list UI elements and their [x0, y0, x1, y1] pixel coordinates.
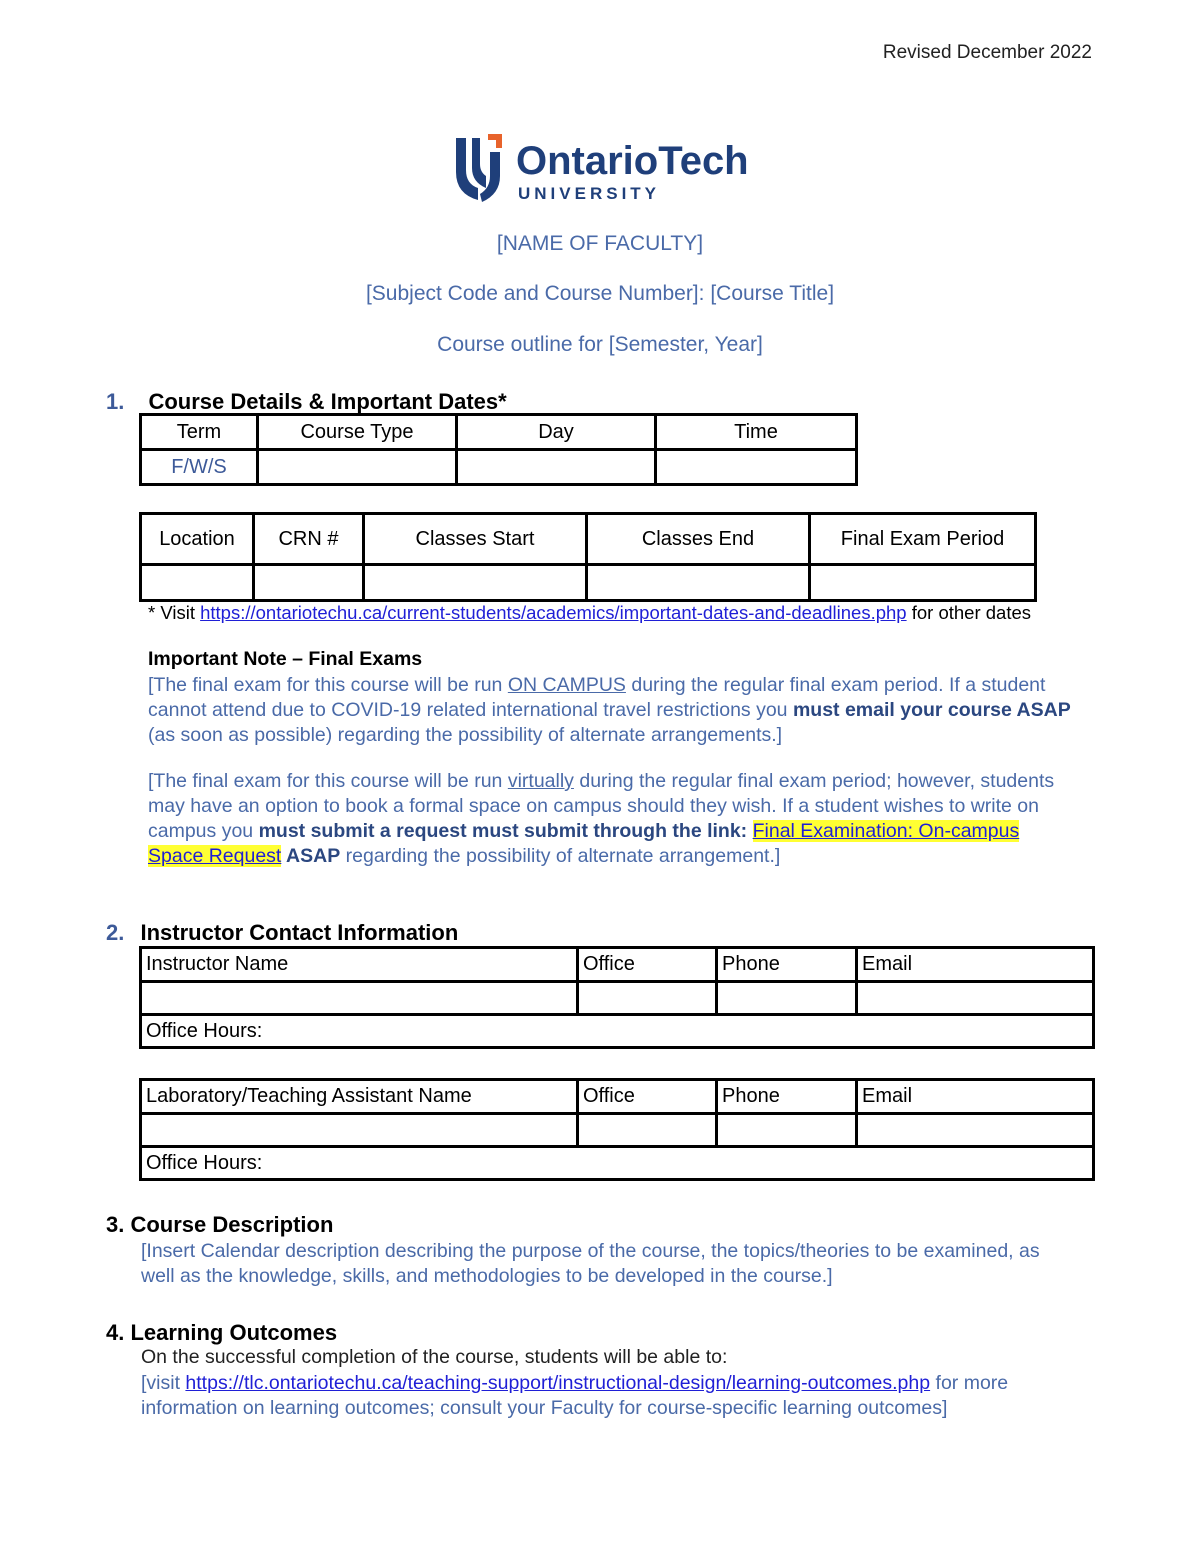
p1-bold: must email your course ASAP — [792, 699, 1071, 721]
header-final-exam-period: Final Exam Period — [810, 514, 1036, 565]
header-time: Time — [656, 415, 857, 450]
cell-instructor-name[interactable] — [141, 982, 578, 1015]
lo-suffix: for more information on learning outcomes; consult your Faculty for course-specific learning outcomes] — [141, 1372, 1009, 1419]
cell-phone[interactable] — [717, 982, 857, 1015]
course-details-table — [139, 413, 858, 486]
p1-text-c: (as soon as possible) regarding the possibility of alternate arrangements.] — [148, 724, 783, 746]
section-number: 2. — [106, 920, 125, 945]
course-outline-term: Course outline for [Semester, Year] — [437, 333, 763, 356]
section-2-heading — [106, 920, 458, 946]
course-title: [Subject Code and Course Number]: [Course Title] — [365, 282, 835, 305]
header-office: Office — [578, 948, 717, 982]
cell-ta-name[interactable] — [141, 1114, 578, 1147]
university-logo — [450, 132, 750, 206]
logo-text-university: UNIVERSITY — [518, 184, 661, 203]
p2-virtually: virtually — [507, 770, 574, 792]
important-dates-link[interactable]: https://ontariotechu.ca/current-students/academics/important-dates-and-deadlines.php — [200, 602, 907, 623]
section-title: Course Details & Important Dates* — [148, 389, 507, 414]
final-exam-paragraph-virtual — [148, 769, 1078, 869]
header-crn: CRN # — [254, 514, 364, 565]
header-classes-end: Classes End — [587, 514, 810, 565]
dates-note — [148, 602, 1031, 624]
cell-office[interactable] — [578, 1114, 717, 1147]
cell-classes-end[interactable] — [587, 565, 810, 601]
header-course-type: Course Type — [258, 415, 457, 450]
cell-email[interactable] — [857, 1114, 1094, 1147]
space-request-link[interactable]: Final Examination: On-campus Space Request — [148, 820, 1020, 867]
learning-outcomes-intro: On the successful completion of the course, students will be able to: — [141, 1346, 728, 1368]
final-exam-paragraph-campus — [148, 673, 1078, 748]
p2-bold: must submit a request must submit through the link: — [258, 820, 753, 842]
faculty-name: [NAME OF FACULTY] — [496, 232, 704, 255]
header-instructor-name: Instructor Name — [141, 948, 578, 982]
header-ta-name: Laboratory/Teaching Assistant Name — [141, 1080, 578, 1114]
header-classes-start: Classes Start — [364, 514, 587, 565]
section-number: 1. — [106, 389, 125, 414]
note-prefix: * Visit — [148, 602, 201, 623]
cell-email[interactable] — [857, 982, 1094, 1015]
header-phone: Phone — [717, 1080, 857, 1114]
p2-text-a: [The final exam for this course will be run — [148, 770, 508, 792]
logo-text-ontario: OntarioTech — [516, 139, 749, 183]
p1-on-campus: ON CAMPUS — [507, 674, 626, 696]
section-4-heading: 4. Learning Outcomes — [106, 1320, 338, 1345]
header-email: Email — [857, 948, 1094, 982]
office-hours[interactable]: Office Hours: — [141, 1147, 1094, 1180]
learning-outcomes-link[interactable]: https://tlc.ontariotechu.ca/teaching-support/instructional-design/learning-outcomes.php — [185, 1372, 931, 1394]
p2-text-b: during the regular final exam period; however, students may have an option to book a formal space on campus should they wish. If a student wishes to write on campus you — [148, 770, 1055, 842]
header-location: Location — [141, 514, 254, 565]
ontario-tech-logo-icon — [450, 132, 750, 206]
section-title: Instructor Contact Information — [140, 920, 459, 945]
header-office: Office — [578, 1080, 717, 1114]
cell-time[interactable] — [656, 450, 857, 485]
cell-classes-start[interactable] — [364, 565, 587, 601]
header-email: Email — [857, 1080, 1094, 1114]
p1-text-a: [The final exam for this course will be run — [148, 674, 508, 696]
p2-bold-asap: ASAP — [281, 845, 341, 867]
course-description-text: [Insert Calendar description describing the purpose of the course, the topics/theories to be examined, as well as the knowledge, skills, and methodologies to be developed in the course.] — [141, 1240, 1040, 1287]
section-1-heading — [106, 389, 507, 415]
instructor-table — [139, 946, 1095, 1049]
header-phone: Phone — [717, 948, 857, 982]
p1-text-b: during the regular final exam period. If a student cannot attend due to COVID-19 related international travel restrictions you — [148, 674, 1046, 721]
cell-phone[interactable] — [717, 1114, 857, 1147]
cell-day[interactable] — [457, 450, 656, 485]
lo-prefix: [visit — [141, 1372, 186, 1394]
important-note-title: Important Note – Final Exams — [148, 648, 423, 670]
cell-location[interactable] — [141, 565, 254, 601]
section-3-heading: 3. Course Description — [106, 1212, 334, 1237]
revised-date: Revised December 2022 — [882, 42, 1092, 63]
cell-course-type[interactable] — [258, 450, 457, 485]
cell-term[interactable]: F/W/S — [141, 450, 258, 485]
header-day: Day — [457, 415, 656, 450]
cell-office[interactable] — [578, 982, 717, 1015]
learning-outcomes-note — [141, 1371, 1101, 1421]
header-term: Term — [141, 415, 258, 450]
cell-crn[interactable] — [254, 565, 364, 601]
ta-table — [139, 1078, 1095, 1181]
cell-final-exam-period[interactable] — [810, 565, 1036, 601]
p2-text-c: regarding the possibility of alternate arrangement.] — [340, 845, 781, 867]
schedule-table — [139, 512, 1037, 602]
office-hours[interactable]: Office Hours: — [141, 1015, 1094, 1048]
note-suffix: for other dates — [906, 602, 1032, 623]
